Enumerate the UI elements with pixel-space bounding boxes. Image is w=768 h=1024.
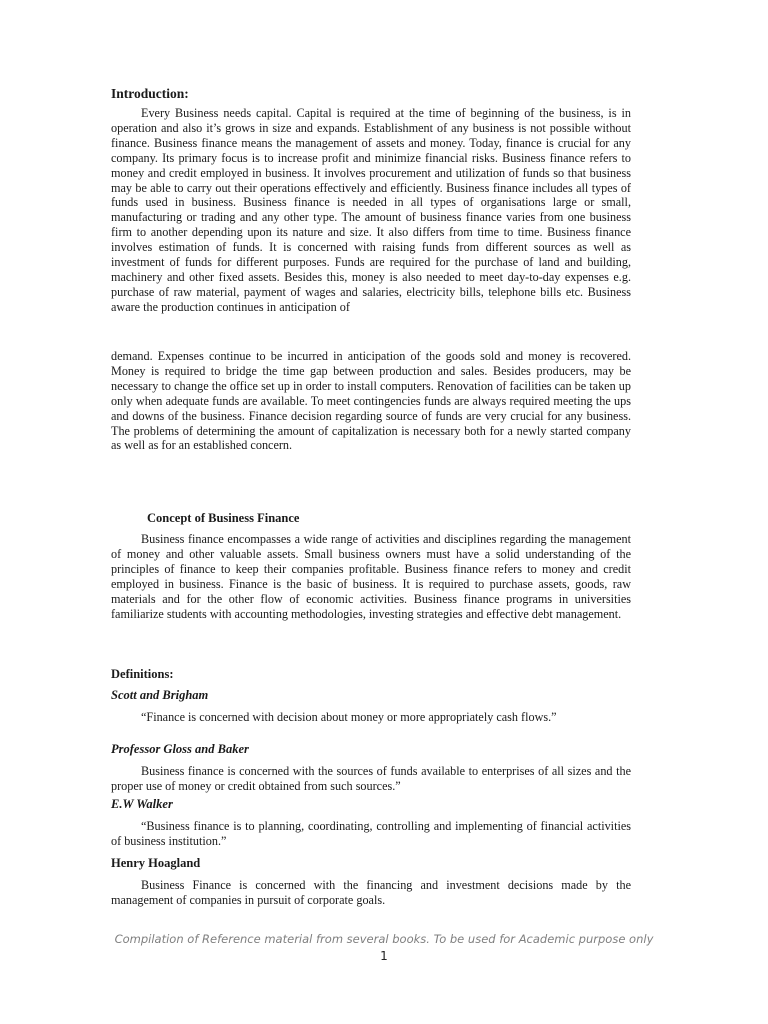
definition-scott-brigham — [111, 688, 631, 725]
concept-section — [111, 511, 631, 526]
definition-gloss-baker — [111, 742, 631, 794]
definitions-heading: Definitions: — [111, 667, 174, 681]
introduction-section — [111, 86, 631, 102]
definition-author: Henry Hoagland — [111, 856, 201, 870]
definition-author: Scott and Brigham — [111, 688, 209, 702]
footer-note: Compilation of Reference material from several books. To be used for Academic purpose only — [114, 932, 654, 946]
definition-text: Business finance is concerned with the sources of funds available to enterprises of all sizes and the proper use of money or credit obtained from such sources.” — [111, 764, 631, 793]
intro-paragraph-2-text: demand. Expenses continue to be incurred in anticipation of the goods sold and money is recovered. Money is required to bridge the time gap between production and sales. Besides producers, may be necessary to change the office set up in order to install computers. Renovation of facilities can be taken up only when adequate funds are available. To meet contingencies funds are always required meeting the ups and downs of the business. Finance decision regarding source of funds are very crucial for any business. The problems of determining the amount of capitalization is necessary both for a newly started company as well as for an established concern. — [111, 349, 631, 453]
definition-author: Professor Gloss and Baker — [111, 742, 249, 756]
definition-author: E.W Walker — [111, 797, 173, 811]
definition-ew-walker — [111, 797, 631, 849]
definition-text: “Finance is concerned with decision about money or more appropriately cash flows.” — [141, 710, 557, 724]
introduction-paragraph-2 — [111, 349, 631, 453]
introduction-heading: Introduction: — [111, 86, 189, 101]
introduction-paragraph-1 — [111, 106, 631, 315]
definitions-section — [111, 667, 631, 682]
concept-paragraph-text: Business finance encompasses a wide range of activities and disciplines regarding the management of money and other valuable assets. Small business owners must have a solid understanding of the principles of finance to keep their companies profitable. Business finance refers to money and credit employed in business. Finance is the basic of business. It is required to purchase assets, goods, raw materials and for the other flow of economic activities. Business finance programs in universities familiarize students with accounting methodologies, investing strategies and effective debt management. — [111, 532, 631, 621]
concept-heading: Concept of Business Finance — [147, 511, 300, 525]
page-number: 1 — [380, 949, 388, 963]
intro-paragraph-1-text: Every Business needs capital. Capital is required at the time of beginning of the business, is in operation and also it’s grows in size and expands. Establishment of any business is not possible without finance. Business finance means the management of assets and money. Today, finance is crucial for any company. Its primary focus is to increase profit and minimize financial risks. Business finance refers to money and credit employed in business. It involves procurement and utilization of funds so that business may be able to carry out their operations effectively and efficiently. Business finance includes all types of funds used in business. Business finance is needed in all types of organisations large or small, manufacturing or trading and any other type. The amount of business finance varies from one business firm to another depending upon its nature and size. It also differs from time to time. Business finance involves estimation of funds. It is concerned with raising funds from different sources as well as investment of funds for different purposes. Funds are required for the purchase of land and building, machinery and other fixed assets. Besides this, money is also needed to meet day-to-day expenses e.g. purchase of raw material, payment of wages and salaries, electricity bills, telephone bills etc. Business aware the production continues in anticipation of — [111, 106, 631, 314]
definition-text: “Business finance is to planning, coordinating, controlling and implementing of financial activities of business institution.” — [111, 819, 631, 848]
definition-henry-hoagland — [111, 856, 631, 908]
concept-paragraph — [111, 532, 631, 621]
definition-text: Business Finance is concerned with the financing and investment decisions made by the management of companies in pursuit of corporate goals. — [111, 878, 631, 907]
